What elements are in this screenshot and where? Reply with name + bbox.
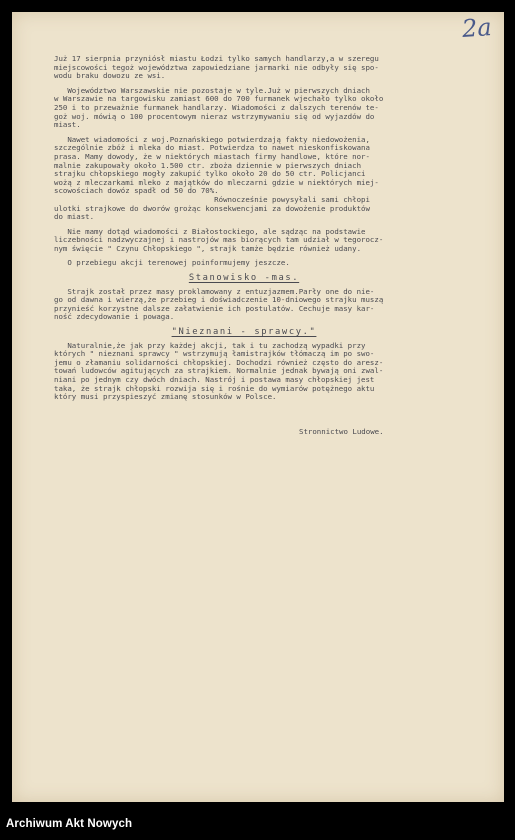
paragraph: [54, 259, 494, 268]
text-line: Naturalnie,że jak przy każdej akcji, tak i tu zachodzą wypadki przy: [54, 340, 366, 350]
handwritten-page-number: 2a: [461, 13, 493, 43]
text-line: scowościach dowóz spadł od 50 do 70%.: [54, 186, 219, 196]
text-line: Nie mamy dotąd wiadomości z Białostockiego, ale sądząc na podstawie: [54, 226, 366, 236]
text-line: jemu o złamaniu solidarności chłopskiej. Dochodzi również często do aresz-: [54, 357, 384, 367]
paragraph: [54, 288, 494, 322]
archive-footer-label: Archiwum Akt Nowych: [6, 818, 133, 830]
text-line: O przebiegu akcji terenowej poinformujemy jeszcze.: [54, 258, 290, 268]
text-line: przynieść korzystne dalsze załatwienie ich postulatów. Cechuje masy kar-: [54, 303, 375, 313]
text-line: wożą z mleczarkami mleko z majątków do mleczarni gdzie w niektórych miej-: [54, 177, 379, 187]
text-line: 250 i to przeważnie furmanek handlarzy. Wiadomości z dalszych terenów te-: [54, 102, 379, 112]
text-line: strajku chłopskiego mogły zakupić tylko około 20 do 50 ctr. Policjanci: [54, 169, 366, 179]
text-line: w Warszawie na targowisku zamiast 600 do 700 furmanek wjechało tylko około: [54, 94, 384, 104]
text-line: nym święcie " Czynu Chłopskiego ", strajk tamże będzie również udany.: [54, 243, 362, 253]
signature: Stronnictwo Ludowe.: [299, 426, 384, 436]
heading-nieznani-sprawcy: "Nieznani - sprawcy.": [171, 327, 317, 338]
paragraph: [54, 342, 494, 402]
paragraphs-section-1: [54, 55, 494, 268]
paragraphs-section-3: [54, 342, 494, 402]
text-line: ulotki strajkowe do dworów grożąc konsekwencjami za dowożenie produktów: [54, 203, 370, 213]
text-line: Już 17 sierpnia przyniósł miastu Łodzi tylko samych handlarzy,a w szeregu: [54, 54, 379, 63]
text-line: niani po jednym czy dwóch dniach. Nastrój i postawa masy chłopskiej jest: [54, 375, 375, 384]
text-line: towań ludowców agitujących za strajkiem. Normalnie jednak bywają oni zwal-: [54, 366, 384, 376]
text-line: Nawet wiadomości z woj.Poznańskiego potwierdzają fakty niedowożenia,: [54, 134, 370, 144]
text-line: malnie zakupowały około 1.500 ctr. zboża dziennie w pierwszych dniach: [54, 160, 362, 170]
paragraphs-section-2: [54, 288, 494, 322]
text-line: liczebności nadzwyczajnej i nastrojów mas biorących tam udział w tegorocz-: [54, 235, 384, 245]
text-line: go od dawna i wierzą,że przebieg i doświadczenie 10-dniowego strajku muszą: [54, 295, 384, 305]
text-line: Równocześnie powysyłali sami chłopi: [54, 194, 370, 204]
text-line: miejscowości tegoż województwa zapowiedziane jarmarki nie odbyły się spo-: [54, 62, 379, 72]
text-line: wodu braku dowozu ze wsi.: [54, 71, 166, 81]
document-page: [12, 12, 504, 802]
text-line: ność zdecydowanie i powaga.: [54, 312, 175, 322]
text-line: Strajk został przez masy proklamowany z entuzjazmem.Parły one do nie-: [54, 286, 375, 296]
text-line: który musi przyspieszyć zmianę stosunków w Polsce.: [54, 392, 277, 402]
text-line: taka, że strajk chłopski rozwija się i rośnie do wymiarów potężnego aktu: [54, 383, 375, 393]
heading-stanowisko-mas: Stanowisko -mas.: [188, 273, 300, 284]
paragraph: [54, 228, 494, 254]
text-line: prasa. Mamy dowody, że w niektórych miastach firmy handlowe, które nor-: [54, 151, 370, 161]
document-text: [54, 55, 494, 436]
text-line: Województwo Warszawskie nie pozostaje w tyle.Już w pierwszych dniach: [54, 85, 370, 95]
paragraph: [54, 87, 494, 130]
text-line: których " nieznani sprawcy " wstrzymują łamistrajków tłómaczą im po swo-: [54, 349, 375, 359]
paragraph: [54, 55, 494, 81]
text-line: szczególnie zbóż i mleka do miast. Potwierdza to nawet nieskonfiskowana: [54, 143, 370, 153]
text-line: goż woj. mówią o 100 procentowym nieraz wstrzymywaniu się od wyjazdów do: [54, 111, 375, 121]
text-line: miast.: [54, 120, 81, 130]
paragraph: [54, 136, 494, 222]
text-line: do miast.: [54, 212, 95, 222]
